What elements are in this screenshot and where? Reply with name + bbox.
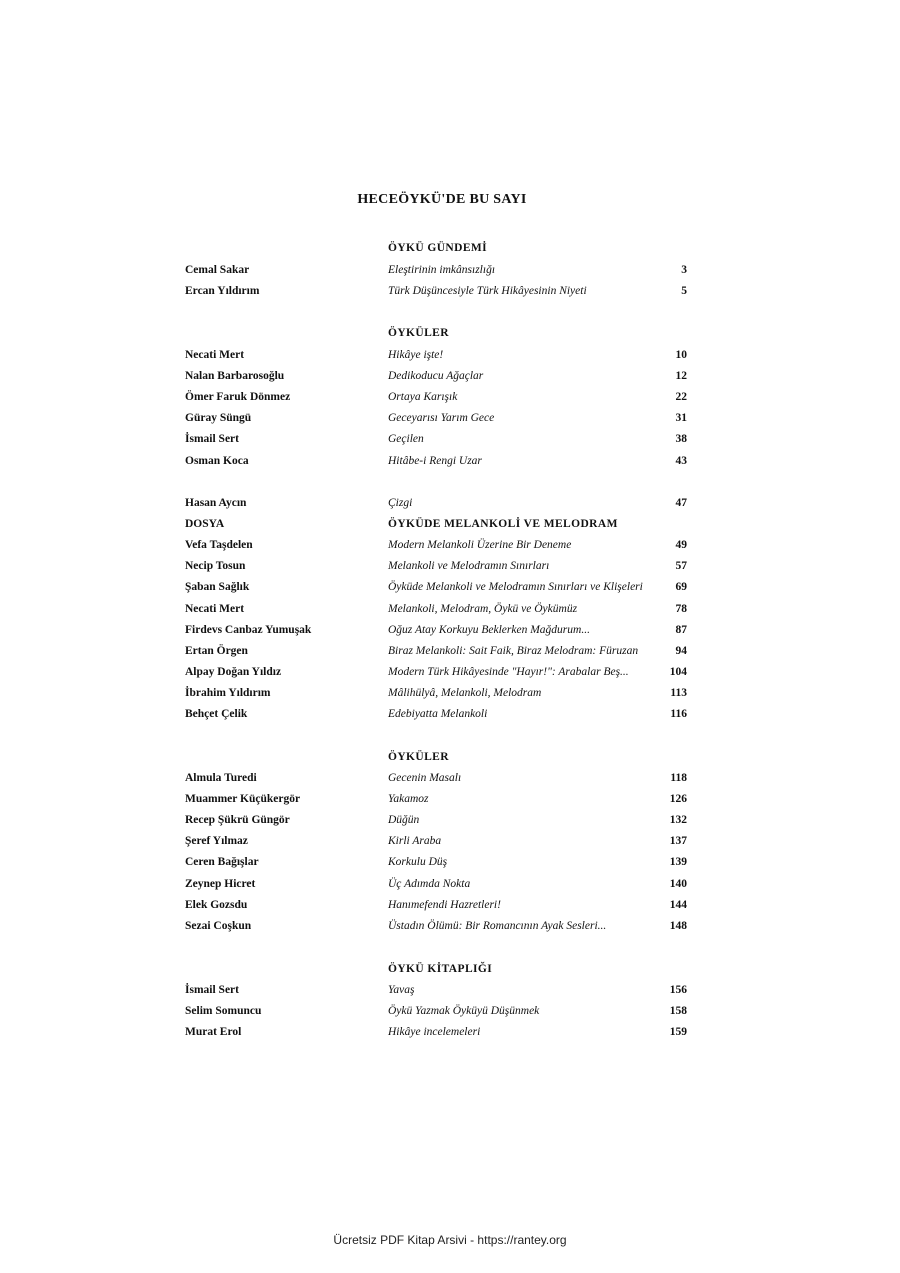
- entry-title: Dedikoducu Ağaçlar: [388, 370, 484, 383]
- entry-title: Üstadın Ölümü: Bir Romancının Ayak Sesleri...: [388, 919, 607, 932]
- entry-page-number: 3: [681, 264, 687, 276]
- toc-entry: [185, 790, 687, 808]
- toc-entry: [185, 600, 687, 618]
- entry-title: Hikâye işte!: [388, 349, 444, 361]
- entry-page-number: 159: [669, 1026, 687, 1039]
- entry-author: Necip Tosun: [185, 560, 246, 573]
- entry-page-number: 132: [669, 814, 687, 827]
- toc-entry: [185, 896, 687, 914]
- entry-title: Hitâbe-i Rengi Uzar: [388, 454, 482, 467]
- entry-title: Geçilen: [388, 433, 424, 446]
- entry-author: Muammer Küçükergör: [185, 793, 301, 806]
- entry-page-number: 137: [669, 835, 687, 848]
- entry-title: Türk Düşüncesiyle Türk Hikâyesinin Niyeti: [388, 285, 587, 298]
- toc-entry: [185, 430, 687, 448]
- entry-author: Ceren Bağışlar: [185, 856, 259, 869]
- entry-author: Güray Süngü: [185, 412, 252, 425]
- entry-title: Modern Melankoli Üzerine Bir Deneme: [388, 539, 572, 552]
- toc-entry: [185, 811, 687, 829]
- entry-page-number: 49: [675, 539, 687, 552]
- entry-title: Geceyarısı Yarım Gece: [388, 412, 495, 425]
- entry-title: Hikâye incelemeleri: [388, 1026, 481, 1039]
- entry-page-number: 148: [669, 919, 687, 932]
- toc-entry: [185, 557, 687, 575]
- toc-entry: [185, 769, 687, 787]
- entry-page-number: 116: [670, 708, 687, 720]
- toc-entry: [185, 642, 687, 660]
- entry-author: Ercan Yıldırım: [185, 285, 260, 298]
- entry-author: Necati Mert: [185, 349, 245, 361]
- toc-entry: [185, 705, 687, 723]
- section-heading: ÖYKÜ KİTAPLIĞI: [388, 963, 493, 975]
- entry-title: Hanımefendi Hazretleri!: [388, 898, 501, 911]
- entry-title: Öykü Yazmak Öyküyü Düşünmek: [388, 1005, 540, 1018]
- entry-title: Eleştirinin imkânsızlığı: [388, 264, 496, 276]
- entry-title: Çizgi: [388, 497, 413, 509]
- entry-author: Sezai Coşkun: [185, 919, 252, 932]
- toc-entry: [185, 981, 687, 999]
- entry-author: Ertan Örgen: [185, 644, 248, 657]
- entry-author: İsmail Sert: [185, 433, 239, 446]
- entry-page-number: 104: [669, 665, 687, 678]
- entry-page-number: 5: [681, 285, 687, 298]
- toc-entry: [185, 621, 687, 639]
- entry-page-number: 87: [675, 623, 687, 636]
- entry-page-number: 158: [669, 1005, 687, 1018]
- entry-author: Hasan Aycın: [185, 497, 247, 509]
- section-heading: ÖYKÜLER: [388, 327, 449, 339]
- entry-author: Recep Şükrü Güngör: [185, 814, 290, 827]
- toc-entry: [185, 388, 687, 406]
- entry-page-number: 144: [669, 898, 687, 911]
- toc-entry: [185, 663, 687, 681]
- entry-page-number: 38: [675, 433, 687, 446]
- entry-title: Edebiyatta Melankoli: [388, 708, 488, 720]
- entry-title: Yakamoz: [388, 793, 429, 806]
- entry-author: Osman Koca: [185, 454, 249, 467]
- entry-author: Behçet Çelik: [185, 708, 248, 720]
- entry-title: Düğün: [388, 814, 420, 827]
- entry-page-number: 94: [675, 644, 687, 657]
- entry-title: Üç Adımda Nokta: [388, 877, 471, 890]
- entry-author: Firdevs Canbaz Yumuşak: [185, 623, 312, 636]
- entry-title: Modern Türk Hikâyesinde "Hayır!": Arabalar Beş...: [388, 665, 629, 678]
- entry-page-number: 156: [669, 984, 687, 996]
- entry-author: Murat Erol: [185, 1026, 242, 1039]
- entry-author: Nalan Barbarosoğlu: [185, 370, 285, 383]
- entry-page-number: 140: [669, 877, 687, 890]
- entry-title: Oğuz Atay Korkuyu Beklerken Mağdurum...: [388, 623, 590, 636]
- toc-entry: [185, 536, 687, 554]
- entry-title: Melankoli, Melodram, Öykü ve Öykümüz: [388, 602, 578, 615]
- toc-entry: [185, 282, 687, 300]
- footer-text: Ücretsiz PDF Kitap Arsivi - https://rantey.org: [333, 1233, 567, 1247]
- entry-page-number: 69: [675, 581, 687, 594]
- toc-entry: [185, 494, 687, 512]
- entry-author: Alpay Doğan Yıldız: [185, 665, 282, 678]
- entry-page-number: 126: [669, 793, 687, 806]
- entry-page-number: 10: [675, 349, 687, 361]
- entry-title: Melankoli ve Melodramın Sınırları: [388, 560, 550, 573]
- entry-author: Zeynep Hicret: [185, 877, 256, 890]
- entry-page-number: 113: [670, 686, 687, 699]
- section-heading: ÖYKÜ GÜNDEMİ: [388, 242, 488, 254]
- entry-author: Ömer Faruk Dönmez: [185, 391, 291, 404]
- entry-author: Elek Gozsdu: [185, 898, 248, 911]
- entry-page-number: 43: [675, 454, 687, 467]
- page-title: HECEÖYKÜ'DE BU SAYI: [357, 192, 527, 207]
- entry-author: Şaban Sağlık: [185, 581, 250, 594]
- entry-author: Necati Mert: [185, 602, 245, 615]
- entry-page-number: 139: [669, 856, 687, 869]
- entry-title: Gecenin Masalı: [388, 772, 462, 784]
- entry-title: Kirli Araba: [388, 835, 442, 848]
- entry-author: Selim Somuncu: [185, 1005, 262, 1018]
- entry-title: Biraz Melankoli: Sait Faik, Biraz Melodram: Füruzan: [388, 644, 639, 657]
- entry-title: Ortaya Karışık: [388, 391, 458, 404]
- entry-title: Korkulu Düş: [388, 856, 448, 869]
- toc-entry: [185, 346, 687, 364]
- toc-entry: [185, 875, 687, 893]
- entry-author: Almula Turedi: [185, 772, 257, 784]
- entry-author: Şeref Yılmaz: [185, 835, 248, 848]
- entry-page-number: 47: [675, 497, 687, 509]
- toc-entry: [185, 578, 687, 596]
- toc-entry: [185, 1002, 687, 1020]
- entry-title: Öyküde Melankoli ve Melodramın Sınırları ve Klişeleri: [388, 581, 643, 594]
- entry-page-number: 118: [670, 772, 687, 784]
- entry-page-number: 22: [675, 391, 687, 404]
- entry-page-number: 12: [675, 370, 687, 383]
- toc-entry: [185, 853, 687, 871]
- toc-entry: [185, 409, 687, 427]
- entry-author: İsmail Sert: [185, 984, 239, 996]
- entry-page-number: 31: [675, 412, 687, 425]
- entry-title: Yavaş: [388, 984, 415, 996]
- toc-entry: [185, 917, 687, 935]
- section-heading: ÖYKÜLER: [388, 751, 449, 763]
- entry-author: DOSYA: [185, 518, 225, 531]
- toc-entry: [185, 1023, 687, 1041]
- entry-title: Mâlihülyâ, Melankoli, Melodram: [388, 686, 542, 699]
- entry-author: Cemal Sakar: [185, 264, 250, 276]
- entry-page-number: 78: [675, 602, 687, 615]
- toc-entry: [185, 452, 687, 470]
- toc-entry: [185, 515, 687, 533]
- toc-entry: [185, 261, 687, 279]
- entry-page-number: 57: [675, 560, 687, 573]
- entry-author: Vefa Taşdelen: [185, 539, 253, 552]
- toc-entry: [185, 367, 687, 385]
- toc-entry: [185, 832, 687, 850]
- dossier-heading: ÖYKÜDE MELANKOLİ VE MELODRAM: [388, 518, 618, 531]
- entry-author: İbrahim Yıldırım: [185, 686, 271, 699]
- toc-entry: [185, 684, 687, 702]
